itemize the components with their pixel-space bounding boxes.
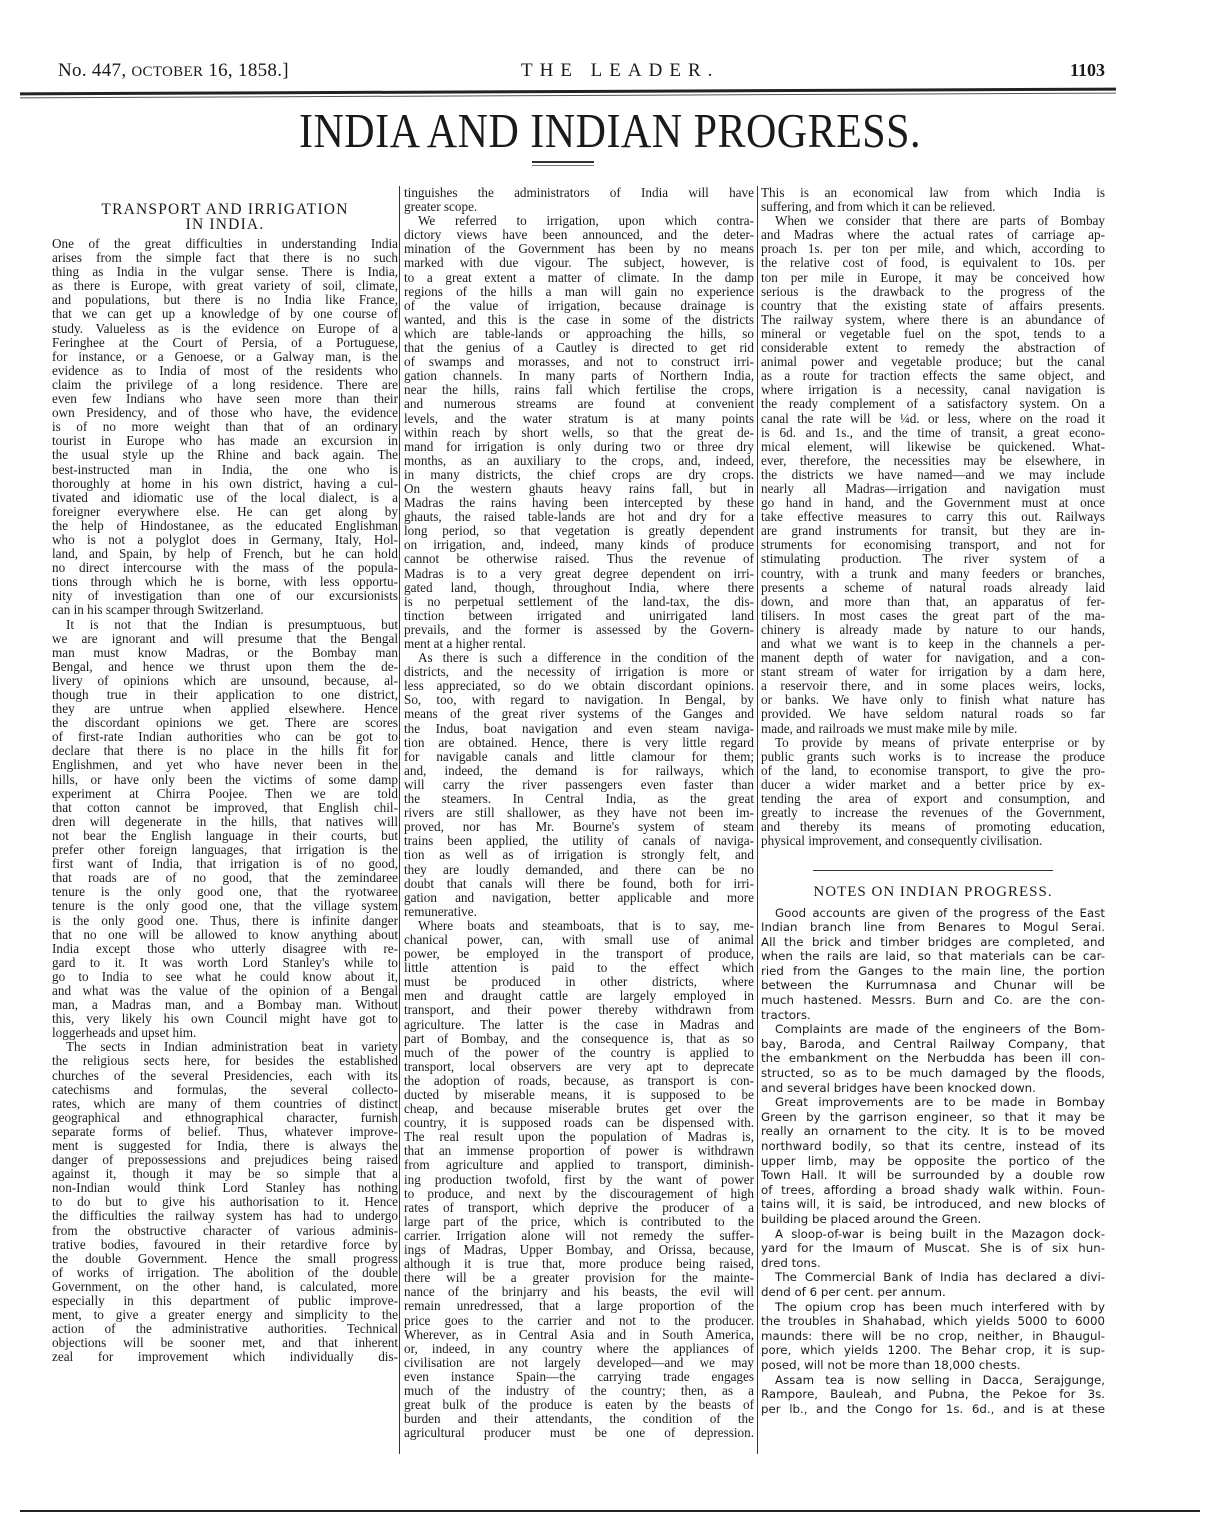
text-line: proved, nor has Mr. Bourne's system of steam: [404, 819, 754, 835]
text-line: maunds: there will be no crop, neither, in Bhaugul-: [761, 1328, 1105, 1343]
text-line: Feringhee at the Court of Persia, of a Portuguese,: [52, 334, 398, 350]
text-line: land, and Spain, by help of French, but he can hold: [52, 546, 398, 562]
text-line: as there is Europe, with great variety of soil, climate,: [52, 278, 398, 294]
text-line: down, and more than that, an apparatus of fer-: [761, 593, 1105, 609]
text-line: public grants such works is to increase the produce: [761, 748, 1105, 764]
text-line: remain unredressed, that a large proportion of the: [404, 1298, 754, 1314]
text-line: Good accounts are given of the progress of the East: [775, 905, 1105, 920]
text-line: considerable extent to remedy the abstraction of: [761, 340, 1105, 356]
text-line: as a route for traction effects the same object, and: [761, 368, 1105, 384]
text-line: months, as an auxiliary to the crops, and, indeed,: [404, 452, 754, 468]
text-line: transport, and their power thereby withdrawn from: [404, 1002, 754, 1018]
text-line: and several bridges have been knocked down.: [761, 1080, 1036, 1095]
text-line: this, very likely his own Council might have got to: [52, 1011, 398, 1027]
text-line: remunerative.: [404, 903, 477, 919]
text-line: Rampore, Bauleah, and Pubna, the Pekoe for 3s.: [761, 1387, 1105, 1402]
text-line: trative bodies, favoured in their retardive force by: [52, 1236, 398, 1252]
text-line: tending the area of export and consumption, and: [761, 791, 1105, 807]
text-line: ment at a higher rental.: [404, 636, 526, 651]
text-line: when the rails are laid, so that materials can be car-: [761, 949, 1105, 964]
page-bottom-rule: [20, 1510, 1200, 1512]
text-line: will carry the river passengers even faster than: [404, 776, 754, 792]
text-line: and thereby its means of promoting education,: [761, 819, 1105, 835]
text-line: who is not a polyglot does in Germany, Italy, Hol-: [52, 531, 398, 547]
text-line: dren will degenerate in the hills, that natives will: [52, 813, 398, 829]
text-line: tractors.: [761, 1007, 811, 1022]
text-line: ducer a wider market and a better price by ex-: [761, 776, 1105, 792]
text-line: foreigner everywhere else. He can get along by: [52, 503, 398, 519]
text-line: tion are obtained. Hence, there is very little regard: [404, 734, 754, 750]
text-line: mical element, will likewise be quickened. What-: [761, 438, 1105, 454]
notes-body: [761, 906, 1105, 1417]
text-line: provided. We have seldom natural roads so far: [761, 706, 1105, 722]
text-line: trains been applied, the utility of canals of naviga-: [404, 833, 754, 849]
text-line: on irrigation, and, indeed, many kinds of produce: [404, 537, 754, 553]
text-line: country, with a trunk and many feeders or branches,: [761, 565, 1105, 581]
text-line: though true in their application to one district,: [52, 687, 398, 702]
text-line: long period, so that vegetation is greatly dependent: [404, 523, 754, 539]
text-line: catechisms and formulas, the several collecto-: [52, 1081, 398, 1097]
text-line: proach 1s. per ton per mile, and which, according to: [761, 241, 1105, 257]
article-body-col2: [404, 186, 754, 1440]
text-line: One of the great difficulties in understanding India: [52, 236, 398, 251]
issue-date-suffix: 16, 1858.]: [203, 60, 289, 81]
text-line: even instance Spain—the carrying trade engages: [404, 1368, 754, 1384]
text-line: the steamers. In Central India, as the great: [404, 791, 754, 807]
text-line: nity of investigation than one of our excursionists: [52, 588, 398, 604]
title-divider-thin: [532, 165, 594, 166]
text-line: suffering, and from which it can be relieved.: [761, 199, 996, 215]
text-line: tilisers. In most cases the great part of the ma-: [761, 607, 1105, 623]
text-line: Indian branch line from Benares to Mogul Serai.: [761, 920, 1105, 935]
masthead: THE LEADER.: [521, 60, 720, 81]
text-line: burden and their attendants, the condition of the: [404, 1411, 754, 1427]
text-line: and, indeed, the demand is for railways, which: [404, 762, 754, 778]
text-line: Where boats and steamboats, that is to say, me-: [418, 917, 754, 933]
text-line: that the genius of a Cautley is directed to get rid: [404, 340, 754, 356]
text-line: zeal for improvement which individually dis-: [52, 1349, 398, 1365]
title-divider: [532, 161, 594, 163]
text-line: stant stream of water for irrigation by a dam here,: [761, 664, 1105, 680]
text-line: tion as well as of irrigation is strongly felt, and: [404, 847, 754, 863]
text-line: that we can get up a knowledge of by one course of: [52, 306, 398, 322]
text-line: part of Bombay, and the consequence is, that as so: [404, 1030, 754, 1046]
text-line: ried from the Ganges to the main line, the portion: [761, 963, 1105, 978]
issue-month: OCTOBER: [131, 64, 204, 80]
text-line: against it, though it may be so simple that a: [52, 1166, 398, 1182]
text-line: for navigable canals and little clamour for them;: [404, 748, 754, 764]
text-line: great bulk of the produce is eaten by the beasts of: [404, 1397, 754, 1413]
text-line: the religious sects here, for besides the established: [52, 1053, 398, 1069]
text-line: bay, Baroda, and Central Railway Company, that: [761, 1036, 1105, 1051]
text-line: to produce, and next by the discouragement of high: [404, 1185, 754, 1201]
text-line: When we consider that there are parts of Bombay: [775, 213, 1105, 229]
text-line: agriculture. The latter is the case in Madras and: [404, 1016, 754, 1032]
article-body-col1: [52, 237, 398, 1365]
text-line: Englishmen, and yet who have never been in the: [52, 757, 398, 773]
text-line: men and draught cattle are largely employed in: [404, 988, 754, 1004]
text-line: ghauts, the raised table-lands are hot and dry for a: [404, 509, 754, 525]
text-line: near the hills, rains fall which fertilise the crops,: [404, 382, 754, 398]
column-rule-2: [757, 186, 758, 1454]
text-line: All the brick and timber bridges are completed, and: [761, 934, 1105, 949]
text-line: is 6d. and 1s., and the time of transit, a great econo-: [761, 424, 1105, 440]
text-line: experiment at Chirra Poojee. Then we are told: [52, 785, 398, 801]
text-line: rivers are still shallower, as they have not been im-: [404, 805, 754, 821]
column-2: [404, 186, 754, 1440]
text-line: they are loudly demanded, and there can be no: [404, 861, 754, 877]
text-line: the relative cost of food, is equivalent to 10s. per: [761, 255, 1105, 271]
text-line: ducted by miserable means, it is supposed to be: [404, 1087, 754, 1102]
text-line: and numerous streams are found at convenient: [404, 396, 754, 412]
text-line: India except those who utterly disagree with re-: [52, 940, 398, 956]
text-line: non-Indian would think Lord Stanley has nothing: [52, 1180, 398, 1196]
text-line: is the only good one. Thus, there is infinite danger: [52, 912, 398, 928]
text-line: the difficulties the railway system has had to undergo: [52, 1208, 398, 1224]
text-line: and populations, but there is no India like France,: [52, 292, 398, 308]
text-line: mination of the Government has been by no means: [404, 241, 754, 257]
text-line: first want of India, that irrigation is of no good,: [52, 856, 398, 872]
text-line: gard to it. It was worth Lord Stanley's while to: [52, 954, 398, 970]
text-line: Complaints are made of the engineers of the Bom-: [775, 1022, 1105, 1037]
text-line: the Indus, boat navigation and even steam naviga-: [404, 720, 754, 736]
page-title: INDIA AND INDIAN PROGRESS.: [298, 105, 922, 159]
text-line: rates of transport, which deprive the producer of a: [404, 1199, 754, 1215]
text-line: tinguishes the administrators of India will have: [404, 185, 754, 200]
text-line: Great improvements are to be made in Bombay: [775, 1095, 1105, 1110]
text-line: tenure is the only good one, that the village system: [52, 898, 398, 914]
text-line: Government, on the other hand, is calculated, more: [52, 1278, 398, 1294]
text-line: gated land, though, throughout India, where there: [404, 579, 754, 595]
text-line: large part of the price, which is contributed to the: [404, 1213, 754, 1229]
text-line: physical improvement, and consequently civilisation.: [761, 833, 1043, 849]
text-line: in many districts, the chief crops are dry crops.: [404, 466, 754, 482]
text-line: Town Hall. It will be surrounded by a double row: [761, 1168, 1105, 1183]
text-line: wanted, and this is the case in some of the districts: [404, 311, 754, 327]
text-line: greatly to increase the revenues of the Government,: [761, 805, 1105, 821]
text-line: northward bodily, so that its centre, instead of its: [761, 1139, 1105, 1153]
text-line: The real result upon the population of Madras is,: [404, 1129, 754, 1145]
text-line: means of the great river systems of the Ganges and: [404, 706, 754, 722]
text-line: pore, which yields 1200. The Behar crop, it is sup-: [761, 1343, 1105, 1358]
text-line: yard for the Imaum of Muscat. She is of six hun-: [761, 1241, 1105, 1256]
text-line: go hand in hand, and the Government must at once: [761, 495, 1105, 511]
text-line: to do but to give his authorisation to it. Hence: [52, 1194, 398, 1210]
text-line: the double Government. Hence the small progress: [52, 1250, 398, 1266]
text-line: take effective measures to carry this out. Railways: [761, 509, 1105, 525]
text-line: where irrigation is a necessity, canal navigation is: [761, 382, 1105, 398]
text-line: upper limb, may be opposite the portico of the: [761, 1153, 1105, 1168]
text-line: tions through which he is borne, with less opportu-: [52, 574, 398, 590]
text-line: transport, local observers are very apt to deprecate: [404, 1058, 754, 1074]
text-line: there will be a greater provision for the mainte-: [404, 1270, 754, 1286]
text-line: Bengal, and hence we thrust upon them the de-: [52, 658, 398, 674]
text-line: man, a Madras man, and a Bombay man. Without: [52, 997, 398, 1013]
text-line: rates, which are many of them countries of distinct: [52, 1095, 398, 1111]
text-line: the troubles in Shahabad, which yields 5000 to 6000: [761, 1314, 1105, 1329]
text-line: or, indeed, in any country where the appliances of: [404, 1340, 754, 1356]
text-line: no direct intercourse with the mass of the popula-: [52, 560, 398, 576]
text-line: Wherever, as in Central Asia and in South America,: [404, 1326, 754, 1342]
text-line: they are untrue when applied elsewhere. Hence: [52, 701, 398, 717]
text-line: not bear the English language in their courts, but: [52, 827, 398, 843]
text-line: ment, to give a greater energy and simplicity to the: [52, 1307, 398, 1323]
issue-date: [58, 60, 289, 82]
text-line: Assam tea is now selling in Dacca, Serajgunge,: [775, 1372, 1105, 1387]
text-line: tinction between irrigated and unirrigated land: [404, 607, 754, 623]
text-line: tains will, it is said, be introduced, and new blocks of: [761, 1197, 1105, 1212]
text-line: ings of Madras, Upper Bombay, and Orissa, because,: [404, 1242, 754, 1258]
text-line: claim the privilege of a long residence. There are: [52, 376, 398, 392]
text-line: stimulating production. The river system of a: [761, 551, 1105, 567]
text-line: for instance, or a Genoese, or a Galway man, is the: [52, 348, 398, 364]
text-line: Green by the garrison engineer, so that it may be: [761, 1109, 1105, 1124]
article-heading-line-2: IN INDIA.: [185, 216, 265, 233]
text-line: dend of 6 per cent. per annum.: [761, 1284, 946, 1299]
text-line: per lb., and the Congo for 1s. 6d., and is at these: [761, 1401, 1105, 1416]
text-line: hills, or have only been the victims of some damp: [52, 771, 398, 787]
text-line: dred tons.: [761, 1255, 821, 1270]
text-line: country that the existing state of affairs presents.: [761, 297, 1105, 313]
text-line: or banks. We have only to finish what nature has: [761, 692, 1105, 708]
text-line: agricultural producer must be one of depression.: [404, 1425, 754, 1441]
text-line: churches of the several Presidencies, each with its: [52, 1067, 398, 1083]
text-line: made, and railroads we must make mile by mile.: [761, 720, 1018, 736]
text-line: greater scope.: [404, 199, 478, 215]
text-line: that cotton cannot be improved, that English chil-: [52, 799, 398, 815]
text-line: the ready complement of a satisfactory system. On a: [761, 396, 1105, 412]
text-line: of the value of irrigation, because drainage is: [404, 297, 754, 313]
text-line: the help of Hindostanee, as the educated Englishman: [52, 517, 398, 533]
text-line: much of the industry of the country; then, as a: [404, 1382, 754, 1398]
text-line: prevails, and the former is assessed by the Govern-: [404, 621, 754, 637]
text-line: the discordant opinions we get. There are scores: [52, 715, 398, 731]
text-line: from the obstructive character of various adminis-: [52, 1222, 398, 1238]
text-line: the usual style up the Rhine and back again. The: [52, 447, 398, 463]
section-divider: [813, 870, 1053, 871]
article-heading-line-1: TRANSPORT AND IRRIGATION: [101, 201, 349, 218]
text-line: structed, so as to be much damaged by the floods,: [761, 1066, 1105, 1081]
text-line: ing production twofold, first by the want of power: [404, 1171, 754, 1187]
text-line: serious is the drawback to the progress of the: [761, 283, 1105, 299]
text-line: The sects in Indian administration beat in variety: [66, 1039, 398, 1055]
text-line: ment is suggested for India, there is always the: [52, 1138, 398, 1153]
text-line: dictory views have been announced, and the deter-: [404, 227, 754, 243]
text-line: the districts we have named—and we may include: [761, 466, 1105, 482]
text-line: and Madras where the actual rates of carriage ap-: [761, 227, 1105, 243]
text-line: of swamps and morasses, and not to construct irri-: [404, 354, 754, 370]
text-line: mand for irrigation is only during two or three dry: [404, 438, 754, 454]
article-body-col3: [761, 186, 1105, 848]
text-line: a reservoir there, and in some places weirs, locks,: [761, 678, 1105, 694]
text-line: This is an economical law from which India is: [761, 185, 1105, 200]
text-line: prefer other foreign languages, that irrigation is the: [52, 842, 398, 858]
text-line: animal power and vegetable produce; but the canal: [761, 354, 1105, 370]
text-line: cannot be otherwise raised. Thus the revenue of: [404, 551, 754, 567]
text-line: best-instructed man in India, the one who is: [52, 461, 398, 477]
column-3: [761, 186, 1105, 1416]
text-line: the embankment on the Nerbudda has been ill con-: [761, 1051, 1105, 1066]
column-rule-1: [399, 186, 400, 1454]
text-line: ton per mile in Europe, it may be conceived how: [761, 269, 1105, 285]
text-line: between the Kurrumnasa and Chunar will be: [761, 978, 1105, 993]
text-line: civilisation are not largely developed—and we may: [404, 1354, 754, 1370]
text-line: much hastened. Messrs. Burn and Co. are the con-: [761, 993, 1105, 1008]
text-line: We referred to irrigation, upon which contra-: [418, 213, 754, 229]
text-line: doubt that canals will there be found, both for irri-: [404, 875, 754, 891]
text-line: gation and navigation, better applicable and more: [404, 889, 754, 905]
text-line: Madras is to a very great degree dependent on irri-: [404, 565, 754, 581]
text-line: So, too, with regard to navigation. In Bengal, by: [404, 692, 754, 708]
text-line: chinery is already made by nature to our hands,: [761, 621, 1105, 637]
page-number: 1103: [1069, 60, 1105, 80]
text-line: presents a scheme of natural roads already laid: [761, 579, 1105, 595]
text-line: that an immense proportion of power is withdrawn: [404, 1143, 754, 1159]
text-line: On the western ghauts heavy rains fall, but in: [404, 480, 754, 496]
text-line: arises from the simple fact that there is no such: [52, 250, 398, 266]
text-line: from agriculture and applied to transport, diminish-: [404, 1157, 754, 1173]
text-line: declare that there is no place in the hills fit for: [52, 743, 398, 759]
text-line: thoroughly at home in his own district, having a cul-: [52, 475, 398, 491]
text-line: geographical and ethnographical character, furnish: [52, 1109, 398, 1125]
text-line: evidence as to India of most of the residents who: [52, 362, 398, 378]
text-line: and what we want is to keep in the channels a per-: [761, 636, 1105, 651]
text-line: action of the administrative authorities. Technical: [52, 1321, 398, 1337]
text-line: of trees, affording a broad shady walk within. Foun-: [761, 1182, 1105, 1197]
text-line: of works of irrigation. The abolition of the double: [52, 1264, 398, 1280]
text-line: although it is true that, more produce being raised,: [404, 1256, 754, 1272]
text-line: The railway system, where there is an abundance of: [761, 311, 1105, 327]
text-line: ever, therefore, the necessities may be elsewhere, in: [761, 452, 1105, 468]
text-line: struments for economising transport, and not for: [761, 537, 1105, 553]
text-line: especially in this department of public improve-: [52, 1293, 398, 1309]
text-line: As there is such a difference in the condition of the: [418, 650, 754, 666]
text-line: canal the rate will be ¼d. or less, where on the road it: [761, 410, 1105, 426]
text-line: tourist in Europe who has made an excursion in: [52, 433, 398, 449]
text-line: manent depth of water for navigation, and a con-: [761, 650, 1105, 666]
text-line: country, it is supposed roads can be dispensed with.: [404, 1115, 754, 1131]
text-line: tenure is the only good one, that the ryotwaree: [52, 884, 398, 900]
text-line: is no perpetual settlement of the land-tax, the dis-: [404, 593, 754, 609]
text-line: livery of opinions which are unsound, because, al-: [52, 672, 398, 688]
text-line: Madras the rains having been intercepted by these: [404, 495, 754, 511]
text-line: man must know Madras, or the Bombay man: [52, 644, 398, 660]
text-line: are grand instruments for transit, but they are in-: [761, 523, 1105, 539]
notes-heading: NOTES ON INDIAN PROGRESS.: [813, 884, 1053, 901]
text-line: go to India to see what he could know about it,: [52, 968, 398, 984]
text-line: that roads are of no good, that the zemindaree: [52, 870, 398, 886]
text-line: gation channels. In many parts of Northern India,: [404, 368, 754, 384]
text-line: districts, and the necessity of irrigation is more or: [404, 664, 754, 680]
text-line: separate forms of belief. Thus, whatever improve-: [52, 1123, 398, 1139]
text-line: marked with due vigour. The subject, however, is: [404, 255, 754, 271]
text-line: that no one will be allowed to know anything about: [52, 926, 398, 942]
text-line: loggerheads and upset him.: [52, 1025, 197, 1041]
text-line: must be produced in other districts, where: [404, 974, 754, 990]
text-line: The opium crop has been much interfered with by: [775, 1299, 1105, 1314]
article-heading: [52, 202, 398, 232]
text-line: power, be employed in the transport of produce,: [404, 946, 754, 962]
text-line: tivated and idiomatic use of the local dialect, is a: [52, 489, 398, 505]
text-line: of the land, to economise transport, to give the pro-: [761, 762, 1105, 778]
issue-number: No. 447,: [58, 60, 132, 81]
text-line: within reach by short wells, so that the great de-: [404, 424, 754, 440]
text-line: price goes to the carrier and not to the producer.: [404, 1312, 754, 1328]
text-line: chanical power, can, with small use of animal: [404, 931, 754, 947]
text-line: nance of the brinjarry and his beasts, the evil will: [404, 1284, 754, 1300]
text-line: of first-rate Indian authorities who can be got to: [52, 729, 398, 745]
text-line: mineral or vegetable fuel on the spot, tends to a: [761, 325, 1105, 341]
text-line: regions of the hills a man will gain no experience: [404, 283, 754, 299]
column-1: [52, 186, 398, 1365]
text-line: the adoption of roads, because, as transport is con-: [404, 1072, 754, 1088]
page-header: [58, 60, 1113, 90]
text-line: really an ornament to the city. It is to be moved: [761, 1124, 1105, 1139]
text-line: less appreciated, so do we obtain discordant opinions.: [404, 678, 754, 694]
text-line: which are table-lands or approaching the hills, so: [404, 325, 754, 341]
text-line: can in his scamper through Switzerland.: [52, 602, 264, 618]
text-line: own Presidency, and of those who have, the evidence: [52, 405, 398, 421]
text-line: objections will be sooner met, and that inherent: [52, 1335, 398, 1351]
text-line: study. Valueless as is the evidence on Europe of a: [52, 320, 398, 336]
text-line: carrier. Irrigation alone will not remedy the suffer-: [404, 1227, 754, 1243]
text-line: much of the power of the country is applied to: [404, 1044, 754, 1060]
text-line: nearly all Madras—irrigation and navigation must: [761, 480, 1105, 496]
text-line: It is not that the Indian is presumptuous, but: [66, 616, 398, 632]
text-line: is of no more weight than that of an ordinary: [52, 419, 398, 435]
text-line: levels, and the water stratum is at many points: [404, 410, 754, 426]
text-line: The Commercial Bank of India has declared a divi-: [775, 1270, 1105, 1285]
text-line: To provide by means of private enterprise or by: [775, 734, 1105, 750]
text-line: danger of prepossessions and prejudices being raised: [52, 1152, 398, 1168]
text-line: we are ignorant and will presume that the Bengal: [52, 630, 398, 646]
text-line: and what was the value of the opinion of a Bengal: [52, 982, 398, 998]
text-line: even few Indians who have seen more than their: [52, 391, 398, 407]
text-line: cheap, and because miserable brutes get over the: [404, 1101, 754, 1117]
text-line: little attention is paid to the effect which: [404, 960, 754, 976]
text-line: building be placed around the Green.: [761, 1211, 982, 1226]
text-line: to a great extent a matter of climate. In the damp: [404, 269, 754, 285]
text-line: posed, will not be more than 18,000 chests.: [761, 1357, 1021, 1372]
text-line: A sloop-of-war is being built in the Mazagon dock-: [775, 1226, 1105, 1241]
text-line: thing as India in the vulgar sense. There is India,: [52, 264, 398, 280]
